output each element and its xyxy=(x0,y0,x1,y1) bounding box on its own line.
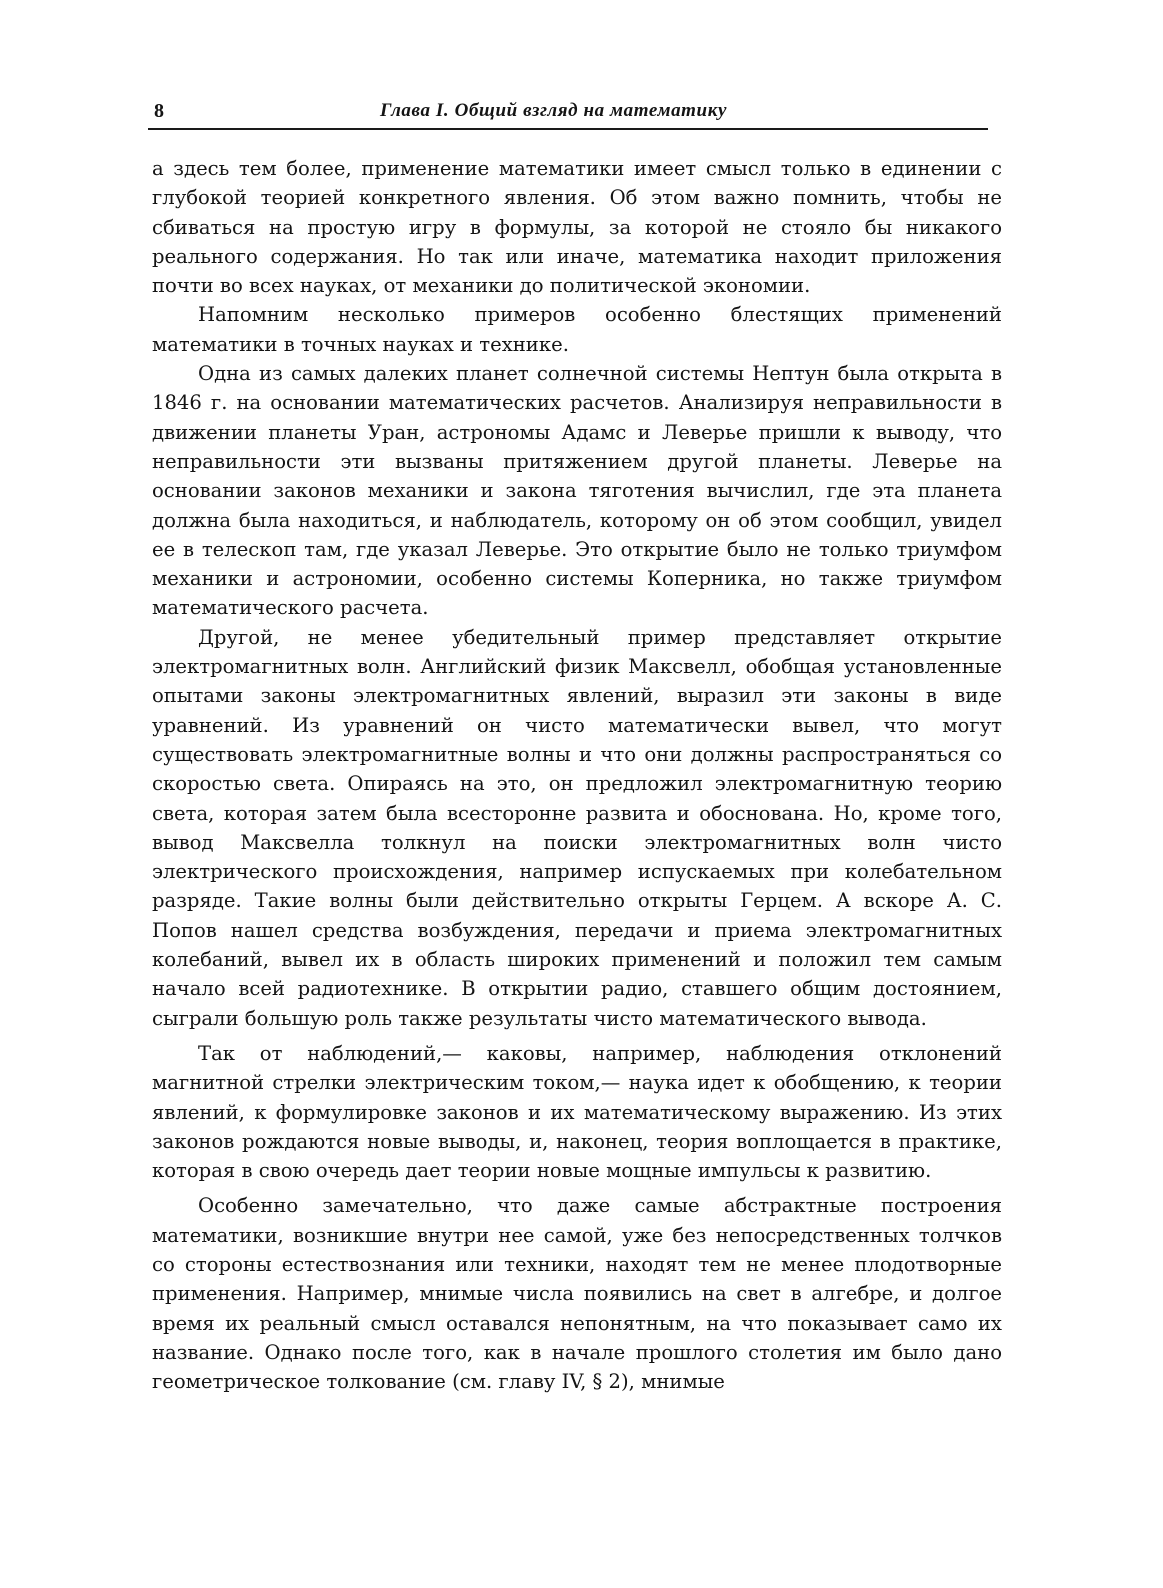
paragraph-continued: а здесь тем более, применение математики имеет смысл только в единении с глубокой теорией конкретного явления. Об этом важно помнить, чтобы не сбиваться на простую игру в формулы, за которой не стояло бы никакого реального содержания. Но так или иначе, математика находит приложения почти во всех науках, от механики до политической экономии. xyxy=(152,157,1002,298)
page-number: 8 xyxy=(154,100,164,122)
body-text xyxy=(152,154,1002,1396)
paragraph: Так от наблюдений,— каковы, например, наблюдения отклонений магнитной стрелки электрическим током,— наука идет к обобщению, к теории явлений, к формулировке законов и их математическому выражению. Из этих законов рождаются новые выводы, и, наконец, теория воплощается в практике, которая в свою очередь дает теории новые мощные импульсы к развитию. xyxy=(152,1041,1002,1183)
running-title: Глава I. Общий взгляд на математику xyxy=(380,100,727,121)
paragraph: Напомним несколько примеров особенно блестящих применений математики в точных науках и технике. xyxy=(152,303,1002,356)
header-rule xyxy=(148,128,988,130)
paragraph: Другой, не менее убедительный пример представляет открытие электромагнитных волн. Английский физик Максвелл, обобщая установленные опытами законы электромагнитных явлений, выразил эти законы в виде уравнений. Из уравнений он чисто математически вывел, что могут существовать электромагнитные волны и что они должны распространяться со скоростью света. Опираясь на это, он предложил электромагнитную теорию света, которая затем была всесторонне развита и обоснована. Но, кроме того, вывод Максвелла толкнул на поиски электромагнитных волн чисто электрического происхождения, например испускаемых при колебательном разряде. Такие волны были действительно открыты Герцем. А вскоре А. С. Попов нашел средства возбуждения, передачи и приема электромагнитных колебаний, вывел их в область широких применений и положил тем самым начало всей радиотехнике. В открытии радио, ставшего общим достоянием, сыграли большую роль также результаты чисто математического вывода. xyxy=(152,625,1002,1030)
paragraph: Особенно замечательно, что даже самые абстрактные построения математики, возникшие внутри нее самой, уже без непосредственных толчков со стороны естествознания или техники, находят тем не менее плодотворные применения. Например, мнимые числа появились на свет в алгебре, и долгое время их реальный смысл оставался непонятным, на что показывает само их название. Однако после того, как в начале прошлого столетия им было дано геометрическое толкование (см. главу IV, § 2), мнимые xyxy=(152,1194,1002,1394)
paragraph: Одна из самых далеких планет солнечной системы Нептун была открыта в 1846 г. на основании математических расчетов. Анализируя неправильности в движении планеты Уран, астрономы Адамс и Леверье пришли к выводу, что неправильности эти вызваны притяжением другой планеты. Леверье на основании законов механики и закона тяготения вычислил, где эта планета должна была находиться, и наблюдатель, которому он об этом сообщил, увидел ее в телескоп там, где указал Леверье. Это открытие было не только триумфом механики и астрономии, особенно системы Коперника, но также триумфом математического расчета. xyxy=(152,362,1002,620)
page-header xyxy=(150,94,990,124)
